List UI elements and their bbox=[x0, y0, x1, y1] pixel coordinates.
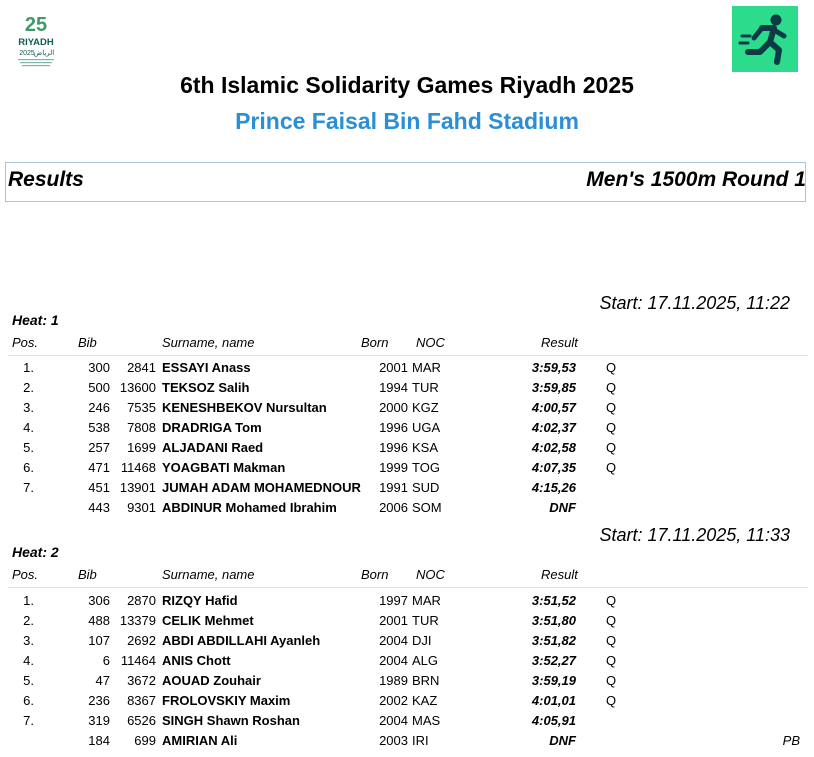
noc: BRN bbox=[412, 673, 440, 688]
pos: 1. bbox=[23, 593, 34, 608]
col-bib-header: Bib bbox=[78, 567, 97, 582]
athlete-name: RIZQY Hafid bbox=[162, 593, 238, 608]
table-row bbox=[0, 480, 814, 500]
table-row bbox=[0, 380, 814, 400]
pos: 3. bbox=[23, 633, 34, 648]
noc: KSA bbox=[412, 440, 439, 455]
pos: 5. bbox=[23, 673, 34, 688]
noc: UGA bbox=[412, 420, 441, 435]
bib: 184 bbox=[88, 733, 110, 748]
heat-1-start-time: Start: 17.11.2025, 11:22 bbox=[599, 293, 790, 313]
noc: MAR bbox=[412, 593, 441, 608]
result: 3:51,52 bbox=[531, 593, 576, 608]
bib: 538 bbox=[88, 420, 110, 435]
logo-city: RIYADH bbox=[18, 37, 54, 48]
born: 2004 bbox=[379, 713, 408, 728]
event-name: Men's 1500m Round 1 bbox=[586, 168, 806, 191]
pos: 5. bbox=[23, 440, 34, 455]
bib: 300 bbox=[88, 360, 110, 375]
athlete-id: 8367 bbox=[127, 693, 156, 708]
athlete-name: YOAGBATI Makman bbox=[162, 460, 286, 475]
qualification: Q bbox=[606, 440, 617, 455]
bib: 451 bbox=[88, 480, 110, 495]
result: 3:51,80 bbox=[531, 613, 576, 628]
col-result-header: Result bbox=[541, 567, 578, 582]
born: 1996 bbox=[379, 440, 408, 455]
bib: 6 bbox=[102, 653, 110, 668]
born: 1999 bbox=[379, 460, 408, 475]
heat-2-start-time: Start: 17.11.2025, 11:33 bbox=[599, 525, 790, 545]
result: 4:02,58 bbox=[531, 440, 576, 455]
page-title: 6th Islamic Solidarity Games Riyadh 2025 bbox=[180, 72, 634, 98]
result: 3:59,19 bbox=[531, 673, 576, 688]
venue-title: Prince Faisal Bin Fahd Stadium bbox=[235, 108, 579, 134]
result: 4:15,26 bbox=[531, 480, 576, 495]
result: 4:02,37 bbox=[531, 420, 576, 435]
col-noc-header: NOC bbox=[416, 567, 445, 582]
table-row bbox=[0, 673, 814, 693]
pos: 3. bbox=[23, 400, 34, 415]
athlete-id: 13379 bbox=[119, 613, 156, 628]
col-result-header: Result bbox=[541, 335, 578, 350]
logo-arabic: الرياض bbox=[33, 49, 55, 57]
bib: 319 bbox=[88, 713, 110, 728]
runner-icon bbox=[732, 6, 798, 72]
athlete-name: AMIRIAN Ali bbox=[162, 733, 238, 748]
athlete-id: 2841 bbox=[127, 360, 156, 375]
pos: 6. bbox=[23, 693, 34, 708]
table-row bbox=[0, 613, 814, 633]
athlete-name: CELIK Mehmet bbox=[162, 613, 254, 628]
qualification: Q bbox=[606, 360, 617, 375]
athlete-name: DRADRIGA Tom bbox=[162, 420, 262, 435]
result: 3:59,53 bbox=[531, 360, 576, 375]
bib: 306 bbox=[88, 593, 110, 608]
qualification: Q bbox=[606, 380, 617, 395]
col-born-header: Born bbox=[361, 335, 389, 350]
athlete-id: 6526 bbox=[127, 713, 156, 728]
riyadh-2025-logo bbox=[14, 12, 58, 68]
logo-year: 2025 bbox=[19, 50, 35, 57]
heat-2-divider bbox=[8, 587, 808, 588]
table-row bbox=[0, 360, 814, 380]
table-row bbox=[0, 713, 814, 733]
pos: 7. bbox=[23, 713, 34, 728]
born: 2004 bbox=[379, 653, 408, 668]
pos: 6. bbox=[23, 460, 34, 475]
qualification: Q bbox=[606, 400, 617, 415]
pos: 2. bbox=[23, 380, 34, 395]
noc: SUD bbox=[412, 480, 440, 495]
born: 2001 bbox=[379, 613, 408, 628]
bib: 107 bbox=[88, 633, 110, 648]
col-born-header: Born bbox=[361, 567, 389, 582]
result: 4:00,57 bbox=[531, 400, 576, 415]
bib: 443 bbox=[88, 500, 110, 515]
table-row bbox=[0, 420, 814, 440]
athlete-name: JUMAH ADAM MOHAMEDNOUR bbox=[162, 480, 361, 495]
athlete-name: FROLOVSKIY Maxim bbox=[162, 693, 291, 708]
athlete-name: TEKSOZ Salih bbox=[162, 380, 250, 395]
bib: 246 bbox=[88, 400, 110, 415]
result: 3:59,85 bbox=[531, 380, 576, 395]
qualification: Q bbox=[606, 593, 617, 608]
qualification: Q bbox=[606, 693, 617, 708]
col-name-header: Surname, name bbox=[162, 335, 255, 350]
table-row bbox=[0, 633, 814, 653]
bib: 47 bbox=[95, 673, 110, 688]
table-row bbox=[0, 593, 814, 613]
born: 2004 bbox=[379, 633, 408, 648]
pos: 4. bbox=[23, 653, 34, 668]
born: 2006 bbox=[379, 500, 408, 515]
result: DNF bbox=[549, 733, 576, 748]
noc: ALG bbox=[412, 653, 439, 668]
born: 2001 bbox=[379, 360, 408, 375]
result: 3:51,82 bbox=[531, 633, 576, 648]
noc: TUR bbox=[412, 380, 439, 395]
athlete-id: 11464 bbox=[120, 653, 156, 668]
noc: MAR bbox=[412, 360, 441, 375]
section-label: Results bbox=[8, 168, 84, 191]
noc: SOM bbox=[412, 500, 442, 515]
table-row bbox=[0, 460, 814, 480]
athlete-id: 2870 bbox=[127, 593, 156, 608]
born: 1994 bbox=[379, 380, 408, 395]
athlete-name: ABDI ABDILLAHI Ayanleh bbox=[162, 633, 321, 648]
noc: IRI bbox=[412, 733, 429, 748]
athlete-id: 7535 bbox=[127, 400, 156, 415]
qualification: Q bbox=[606, 633, 617, 648]
athlete-id: 2692 bbox=[127, 633, 156, 648]
qualification: Q bbox=[606, 420, 617, 435]
bib: 500 bbox=[88, 380, 110, 395]
qualification: Q bbox=[606, 613, 617, 628]
athlete-id: 13600 bbox=[119, 380, 156, 395]
athlete-name: SINGH Shawn Roshan bbox=[162, 713, 300, 728]
result: DNF bbox=[549, 500, 576, 515]
athlete-id: 1699 bbox=[127, 440, 156, 455]
heat-2-label: Heat: 2 bbox=[12, 544, 59, 560]
col-noc-header: NOC bbox=[416, 335, 445, 350]
col-pos-header: Pos. bbox=[12, 335, 39, 350]
qualification: Q bbox=[606, 653, 617, 668]
born: 2000 bbox=[379, 400, 408, 415]
athlete-name: ESSAYI Anass bbox=[162, 360, 251, 375]
pos: 4. bbox=[23, 420, 34, 435]
col-pos-header: Pos. bbox=[12, 567, 39, 582]
personal-best-note: PB bbox=[782, 733, 800, 748]
born: 1989 bbox=[379, 673, 408, 688]
table-row bbox=[0, 693, 814, 713]
noc: DJI bbox=[412, 633, 432, 648]
born: 2002 bbox=[379, 693, 408, 708]
noc: KGZ bbox=[412, 400, 439, 415]
result: 4:05,91 bbox=[531, 713, 576, 728]
athlete-name: KENESHBEKOV Nursultan bbox=[162, 400, 327, 415]
table-row bbox=[0, 653, 814, 673]
table-row bbox=[0, 440, 814, 460]
result: 4:07,35 bbox=[531, 460, 576, 475]
athlete-id: 11468 bbox=[120, 460, 156, 475]
heat-1-divider bbox=[8, 355, 808, 356]
athlete-id: 699 bbox=[134, 733, 156, 748]
athlete-name: ALJADANI Raed bbox=[162, 440, 264, 455]
table-row bbox=[0, 733, 814, 753]
athlete-id: 3672 bbox=[127, 673, 156, 688]
result: 3:52,27 bbox=[531, 653, 576, 668]
pos: 7. bbox=[23, 480, 34, 495]
logo-numeral: 25 bbox=[24, 14, 48, 36]
athlete-id: 13901 bbox=[119, 480, 156, 495]
pos: 2. bbox=[23, 613, 34, 628]
athlete-name: ABDINUR Mohamed Ibrahim bbox=[162, 500, 337, 515]
noc: KAZ bbox=[412, 693, 438, 708]
noc: MAS bbox=[412, 713, 441, 728]
table-row bbox=[0, 500, 814, 520]
bib: 488 bbox=[88, 613, 110, 628]
col-bib-header: Bib bbox=[78, 335, 97, 350]
pos: 1. bbox=[23, 360, 34, 375]
born: 1991 bbox=[379, 480, 408, 495]
heat-1-label: Heat: 1 bbox=[12, 312, 59, 328]
col-name-header: Surname, name bbox=[162, 567, 255, 582]
table-row bbox=[0, 400, 814, 420]
athlete-name: ANIS Chott bbox=[162, 653, 231, 668]
athlete-id: 9301 bbox=[127, 500, 156, 515]
bib: 471 bbox=[88, 460, 110, 475]
noc: TUR bbox=[412, 613, 439, 628]
born: 2003 bbox=[379, 733, 408, 748]
athlete-id: 7808 bbox=[127, 420, 156, 435]
bib: 257 bbox=[88, 440, 110, 455]
born: 1997 bbox=[379, 593, 408, 608]
bib: 236 bbox=[88, 693, 110, 708]
qualification: Q bbox=[606, 460, 617, 475]
born: 1996 bbox=[379, 420, 408, 435]
athlete-name: AOUAD Zouhair bbox=[162, 673, 261, 688]
noc: TOG bbox=[412, 460, 440, 475]
qualification: Q bbox=[606, 673, 617, 688]
result: 4:01,01 bbox=[531, 693, 576, 708]
